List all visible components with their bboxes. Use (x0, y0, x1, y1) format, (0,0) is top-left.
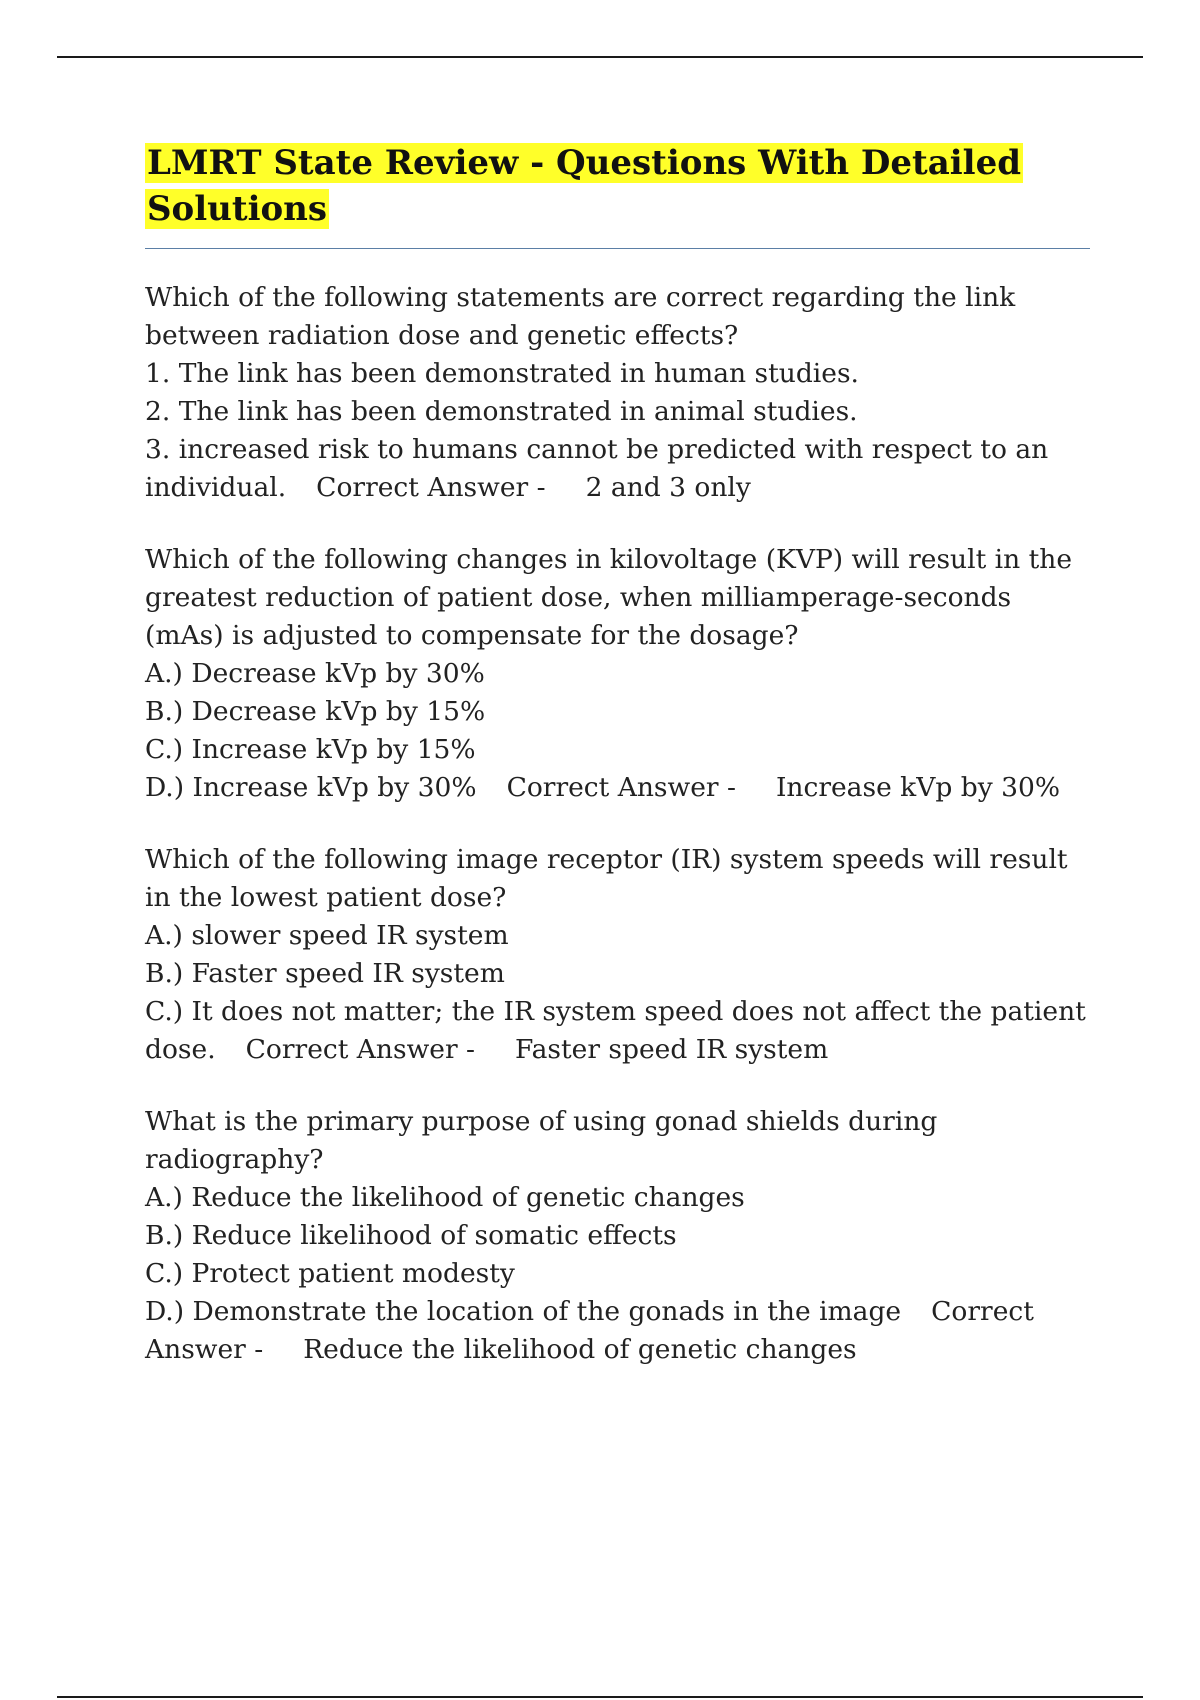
question-block-3 (145, 841, 1090, 1069)
correct-answer-label: Correct Answer - (145, 1296, 1034, 1365)
question-line: Which of the following statements are correct regarding the link between radiation dose and genetic effects? (145, 282, 1024, 351)
question-block-4 (145, 1103, 1090, 1369)
correct-answer-value: Increase kVp by 30% (775, 772, 1061, 803)
question-block-1 (145, 279, 1090, 507)
question-line: A.) Reduce the likelihood of genetic changes (145, 1182, 745, 1213)
top-rule (57, 56, 1143, 58)
question-line: What is the primary purpose of using gonad shields during radiography? (145, 1106, 946, 1175)
question-text (145, 1103, 1090, 1369)
question-line: 2. The link has been demonstrated in animal studies. (145, 396, 858, 427)
correct-answer-label: Correct Answer - (316, 472, 546, 503)
correct-answer-value: Faster speed IR system (515, 1034, 829, 1065)
document-title (145, 140, 1090, 232)
question-line: A.) slower speed IR system (145, 920, 509, 951)
question-block-2 (145, 541, 1090, 807)
question-text (145, 279, 1090, 507)
question-line: D.) Increase kVp by 30% (145, 772, 477, 803)
question-line: Which of the following changes in kilovoltage (KVP) will result in the greatest reduction of patient dose, when milliamperage-seconds (mAs) is adjusted to compensate for the dosage? (145, 544, 1081, 651)
question-text (145, 841, 1090, 1069)
question-line: A.) Decrease kVp by 30% (145, 658, 485, 689)
correct-answer-value: 2 and 3 only (585, 472, 751, 503)
correct-answer-label: Correct Answer - (506, 772, 736, 803)
correct-answer-label: Correct Answer - (245, 1034, 476, 1065)
question-line: D.) Demonstrate the location of the gonads in the image (145, 1296, 902, 1327)
question-line: B.) Reduce likelihood of somatic effects (145, 1220, 677, 1251)
question-line: 1. The link has been demonstrated in human studies. (145, 358, 859, 389)
question-line: C.) It does not matter; the IR system speed does not affect the patient dose. (145, 996, 1086, 1065)
question-text (145, 541, 1090, 807)
correct-answer-value: Reduce the likelihood of genetic changes (303, 1334, 857, 1365)
question-line: C.) Increase kVp by 15% (145, 734, 476, 765)
document-body (145, 140, 1090, 1369)
question-line: C.) Protect patient modesty (145, 1258, 515, 1289)
question-line: B.) Decrease kVp by 15% (145, 696, 486, 727)
question-line: 3. increased risk to humans cannot be predicted with respect to an individual. (145, 434, 1049, 503)
title-underline (145, 248, 1090, 249)
question-line: B.) Faster speed IR system (145, 958, 505, 989)
question-line: Which of the following image receptor (IR) system speeds will result in the lowest patient dose? (145, 844, 1077, 913)
document-title-text: LMRT State Review - Questions With Detailed Solutions (147, 143, 1022, 229)
bottom-rule (57, 1696, 1143, 1698)
